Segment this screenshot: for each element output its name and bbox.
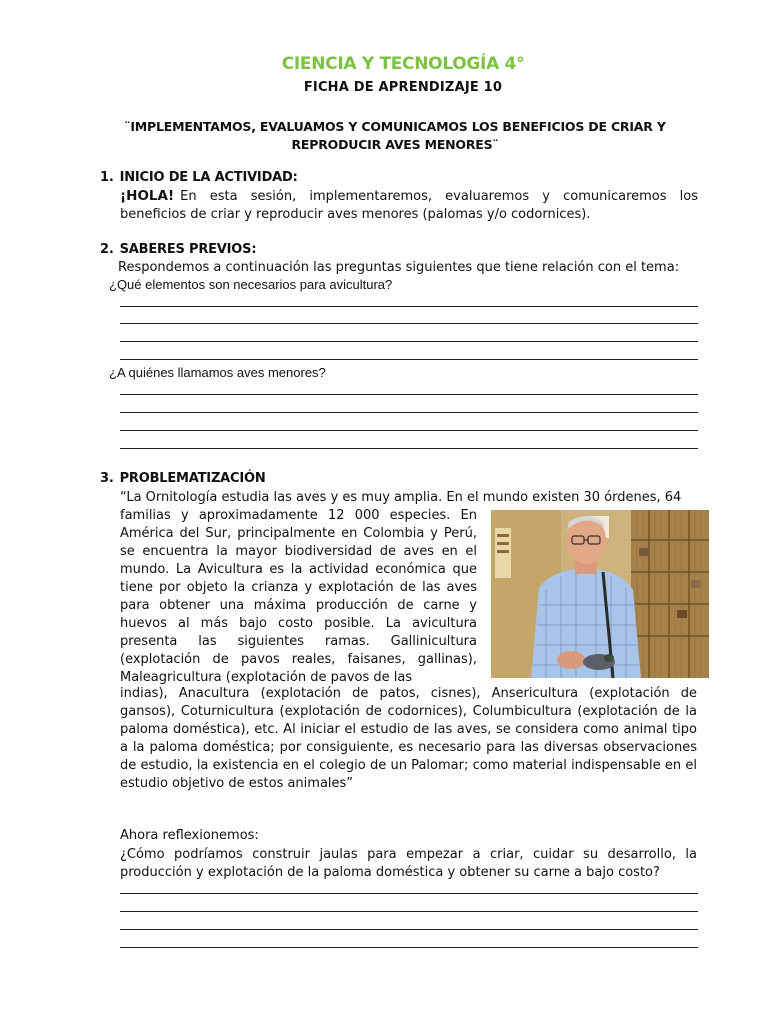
sheet-title: FICHA DE APRENDIZAJE 10 <box>303 80 503 95</box>
section2-heading <box>100 242 256 257</box>
section1-number: 1. <box>100 170 114 185</box>
answer-line[interactable] <box>120 306 698 307</box>
section1-title: INICIO DE LA ACTIVIDAD: <box>119 170 298 185</box>
section3-heading <box>100 471 266 486</box>
main-title: ¨IMPLEMENTAMOS, EVALUAMOS Y COMUNICAMOS LOS BENEFICIOS DE CRIAR Y REPRODUCIR AVES MENORES¨ <box>124 119 666 152</box>
section3-paragraph-first: “La Ornitología estudia las aves y es muy amplia. En el mundo existen 30 órdenes, 64 <box>120 490 682 505</box>
hola-greeting: ¡HOLA! <box>120 188 175 204</box>
section1-heading <box>100 170 298 185</box>
section3-paragraph-wrap: familias y aproximadamente 12 000 especies. En América del Sur, principalmente en Colombia y Perú, se encuentra la mayor biodiversidad de aves en el mundo. La Avicultura es la actividad económica que tiene por objeto la crianza y explotación de las aves para obtener una máxima producción de carne y huevos al más bajo costo posible. La avicultura presenta las siguientes ramas. Gallinicultura (explotación de pavos reales, faisanes, gallinas), Maleagricultura (explotación de pavos de las <box>120 508 477 685</box>
answer-line[interactable] <box>120 359 698 360</box>
answer-line[interactable] <box>120 430 698 431</box>
answer-line[interactable] <box>120 394 698 395</box>
section3-title: PROBLEMATIZACIÓN <box>119 471 266 486</box>
answer-line[interactable] <box>120 947 698 948</box>
section1-text: En esta sesión, implementaremos, evaluaremos y comunicaremos los beneficios de criar y reproducir aves menores (palomas y/o codornices). <box>120 189 698 222</box>
question1-text: ¿Qué elementos son necesarios para avicultura? <box>109 277 393 292</box>
answer-line[interactable] <box>120 911 698 912</box>
section2-title: SABERES PREVIOS: <box>119 242 257 257</box>
section3-paragraph-full: indias), Anacultura (explotación de patos, cisnes), Ansericultura (explotación de gansos), Coturnicultura (explotación de codornices), Columbicultura (explotación de la paloma doméstica), etc. Al iniciar el estudio de las aves, se considera como animal tipo a la paloma doméstica; por consiguiente, es necesario para las diversas observaciones de estudio, la existencia en el colegio de un Palomar; como material indispensable en el estudio objetivo de estos animales” <box>120 686 697 791</box>
answer-line[interactable] <box>120 893 698 894</box>
answer-line[interactable] <box>120 448 698 449</box>
section2-intro: Respondemos a continuación las preguntas siguientes que tiene relación con el tema: <box>118 260 680 275</box>
subject-title: CIENCIA Y TECNOLOGÍA 4° <box>281 54 525 74</box>
question2-text: ¿A quiénes llamamos aves menores? <box>109 365 326 380</box>
answer-line[interactable] <box>120 341 698 342</box>
man-with-bird-cages-photo <box>491 510 709 678</box>
answer-line[interactable] <box>120 929 698 930</box>
answer-line[interactable] <box>120 412 698 413</box>
answer-line[interactable] <box>120 323 698 324</box>
section3-number: 3. <box>100 471 114 486</box>
reflect-question: ¿Cómo podríamos construir jaulas para empezar a criar, cuidar su desarrollo, la producción y explotación de la paloma doméstica y obtener su carne a bajo costo? <box>120 847 697 880</box>
section2-number: 2. <box>100 242 114 257</box>
reflect-label: Ahora reflexionemos: <box>120 828 259 843</box>
section1-text-block <box>120 187 698 224</box>
